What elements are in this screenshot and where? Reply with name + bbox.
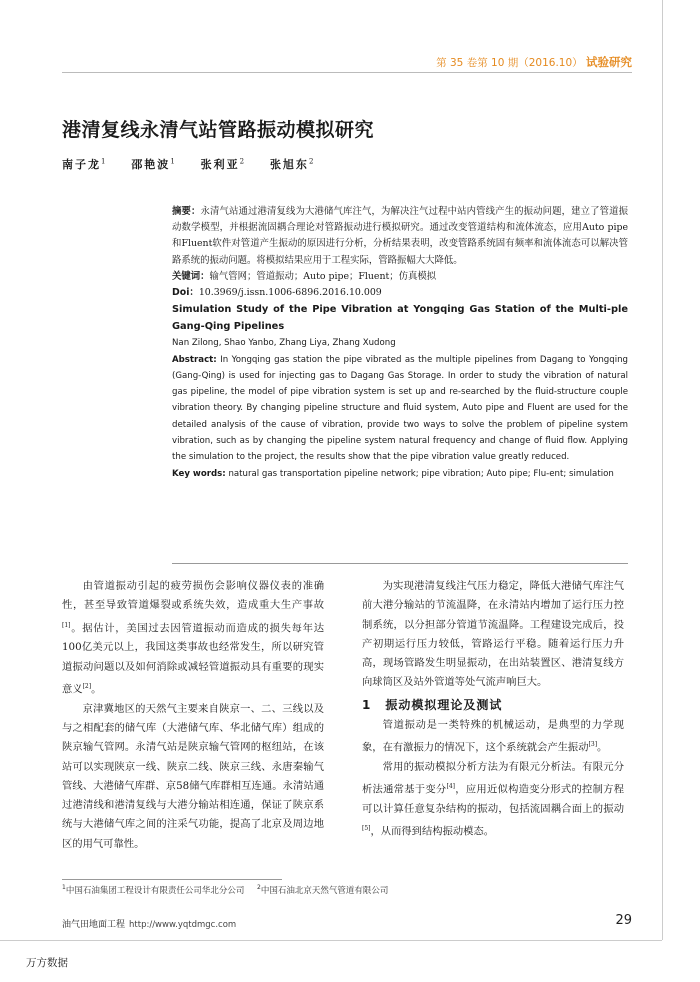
author: 邵艳波$^1$ — [131, 157, 175, 171]
paper-title: 港清复线永清气站管路振动模拟研究 — [62, 119, 375, 141]
english-title: Simulation Study of the Pipe Vibration at Yongqing Gas Station of the Multi-ple Gang-Qing Pipelines — [172, 304, 628, 333]
body-column-right — [362, 577, 624, 842]
section-name: 试验研究 — [586, 55, 632, 69]
author-list — [62, 156, 333, 172]
journal-footer — [62, 917, 236, 930]
doi: Doi：10.3969/j.issn.1006-6896.2016.10.009 — [172, 287, 382, 299]
cn-abstract: 摘要：永清气站通过港清复线为大港储气库注气，为解决注气过程中站内管线产生的振动问题，建立了管道振动数学模型，并根据流固耦合理论对管路振动进行模拟研究。通过改变管道结构和流体流态，应用Auto pipe和Fluent软件对管道产生振动的原因进行分析，分析结果表明，改变管路系统固有频率和流体流态可以解决管路系统的振动问题。将模拟结果应用于工程实际，管路振幅大大降低。 — [172, 206, 628, 266]
journal-name: 油气田地面工程 — [62, 920, 126, 930]
author: 张旭东$^2$ — [269, 157, 314, 171]
body-column-left — [62, 577, 324, 854]
author: 南子龙$^1$ — [62, 157, 106, 171]
journal-issue-header — [436, 54, 632, 70]
paragraph: 由管道振动引起的疲劳损伤会影响仪器仪表的准确性，甚至导致管道爆裂或系统失效，造成重大生产事故[1]。据估计，美国过去因管道振动而造成的损失每年达100亿美元以上，我国这类事故也经常发生，所以研究管道振动问题以及如何消除或减轻管道振动具有重要的现实意义[2]。 — [62, 580, 324, 696]
paragraph: 为实现港清复线注气压力稳定，降低大港储气库注气前大港分输站的节流温降，在永清站内增加了运行压力控制系统，以分担部分管道节流温降。工程建设完成后，投产初期运行压力较低，管路运行平稳。随着运行压力升高，现场管路发生明显振动，在出站装置区、港清复线方向球筒区及站外管道等处气流声响巨大。 — [362, 580, 624, 689]
affiliation-footnote: $^1$中国石油集团工程设计有限责任公司华北分公司 $^2$中国石油北京天然气管道有限公司 — [62, 884, 389, 896]
paragraph: 常用的振动模拟分析方法为有限元分析法。有限元分析法通常基于变分[4]，应用近似构造变分形式的控制方程可以计算任意复杂结构的振动，包括流固耦合面上的振动[5]，从而得到结构振动模态。 — [362, 761, 624, 838]
paragraph: 京津冀地区的天然气主要来自陕京一、二、三线以及与之相配套的储气库（大港储气库、华北储气库）组成的陕京输气管网。永清气站是陕京输气管网的枢纽站，在该站可以实现陕京一线、陕京二线、陕京三线、永唐秦输气管线、大港储气库群、京58储气库群相互连通。永清站通过港清线和港清复线与大港分输站相连通，保证了陕京系统与大港储气库之间的注采气功能，提高了北京及周边地区的用气可靠性。 — [62, 702, 324, 850]
english-abstract: Abstract: In Yongqing gas station the pipe vibrated as the multiple pipelines from Dagang to Yongqing (Gang-Qing) is used for injecting gas to Dagang Gas Storage. In order to study the vibration of natural gas pipeline, the model of pipe vibration system is set up and re-searched by the fluid-structure couple vibration theory. By changing pipeline structure and fluid system, Auto pipe and Fluent are used for the detailed analysis of the cause of vibration, provide two ways to solve the problem of pipeline system vibration, such as by changing the pipeline system natural frequency and change of fluid flow. Applying the simulation to the project, the results show that the pipe vibration value greatly reduced. — [172, 354, 628, 463]
issue-info: 第 35 卷第 10 期（2016.10） — [436, 57, 583, 69]
english-keywords: Key words: natural gas transportation pipeline network; pipe vibration; Auto pipe; Flu-ent; simulation — [172, 468, 614, 479]
author: 张利亚$^2$ — [200, 157, 245, 171]
page-bottom-edge — [0, 940, 662, 941]
cn-keywords: 关键词：输气管网；管道振动；Auto pipe；Fluent；仿真模拟 — [172, 270, 437, 282]
journal-url: http://www.yqtdmgc.com — [129, 920, 237, 930]
watermark-text: 万方数据 — [26, 957, 68, 969]
section-heading: 1 振动模拟理论及测试 — [362, 697, 503, 712]
header-rule — [62, 72, 632, 73]
page-number: 29 — [615, 913, 632, 928]
abstract-block — [172, 204, 628, 482]
english-authors: Nan Zilong, Shao Yanbo, Zhang Liya, Zhang Xudong — [172, 338, 396, 349]
footnote-rule — [62, 879, 282, 880]
page-edge — [662, 0, 663, 940]
abstract-rule — [172, 563, 628, 564]
paragraph: 管道振动是一类特殊的机械运动，是典型的力学现象，在有激振力的情况下，这个系统就会产生振动[3]。 — [362, 719, 624, 754]
